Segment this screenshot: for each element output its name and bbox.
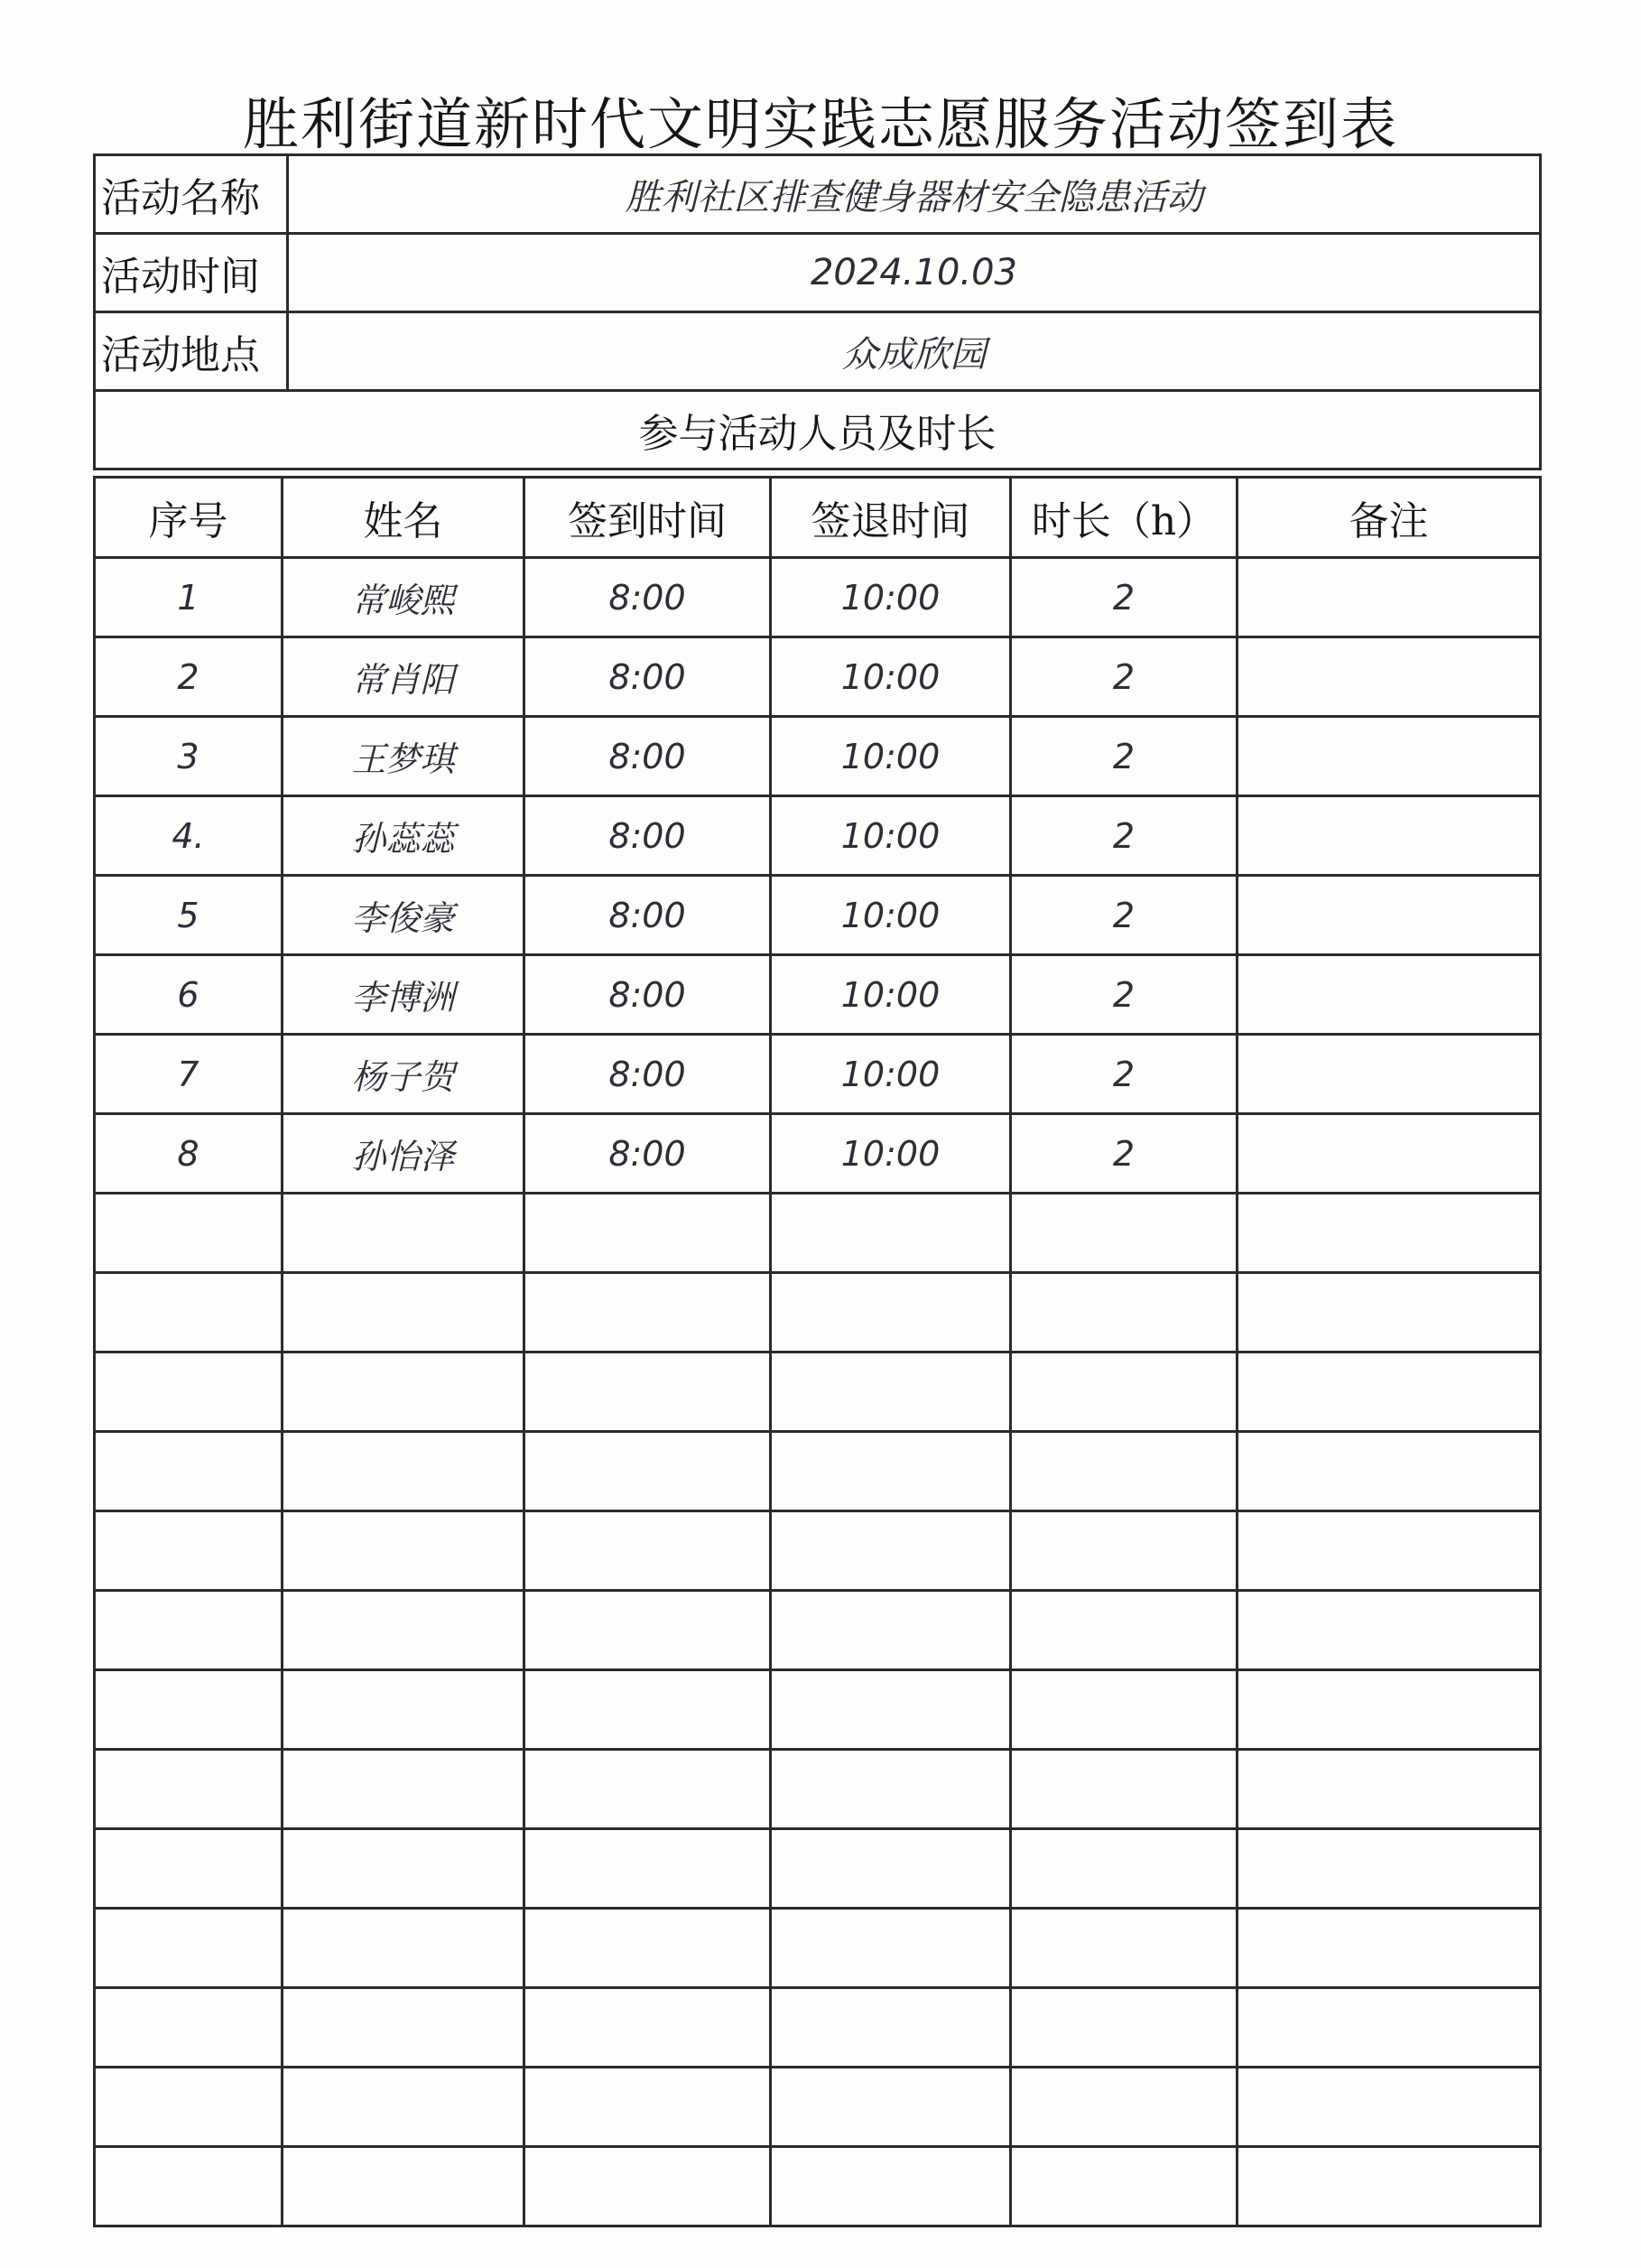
activity-time-value: 2024.10.03 xyxy=(288,234,1541,312)
cell-sign-out xyxy=(771,2068,1011,2147)
cell-sign-out: 10:00 xyxy=(771,796,1011,876)
cell-note xyxy=(1238,2147,1541,2226)
cell-sign-out xyxy=(771,2147,1011,2226)
table-row xyxy=(95,1988,1541,2068)
cell-sign-out: 10:00 xyxy=(771,637,1011,717)
cell-sign-out xyxy=(771,1829,1011,1909)
cell-duration xyxy=(1011,1909,1238,1988)
cell-name xyxy=(283,2068,524,2147)
cell-sign-in xyxy=(524,1511,771,1591)
cell-note xyxy=(1238,717,1541,796)
cell-sign-out: 10:00 xyxy=(771,1114,1011,1194)
cell-name xyxy=(283,1988,524,2068)
header-sign-in: 签到时间 xyxy=(524,478,771,558)
cell-seq xyxy=(95,1194,283,1273)
table-row xyxy=(95,1035,1541,1114)
cell-note xyxy=(1238,1591,1541,1670)
cell-name: 杨子贺 xyxy=(283,1035,524,1114)
cell-sign-in xyxy=(524,1829,771,1909)
cell-sign-in xyxy=(524,2147,771,2226)
cell-duration xyxy=(1011,1511,1238,1591)
table-row xyxy=(95,1273,1541,1352)
table-row xyxy=(95,1829,1541,1909)
table-row xyxy=(95,1750,1541,1829)
cell-note xyxy=(1238,1035,1541,1114)
cell-seq xyxy=(95,1829,283,1909)
cell-sign-in xyxy=(524,1591,771,1670)
cell-name xyxy=(283,2147,524,2226)
cell-name xyxy=(283,1909,524,1988)
cell-sign-in xyxy=(524,1432,771,1511)
activity-place-row xyxy=(95,312,1541,391)
cell-sign-out xyxy=(771,1750,1011,1829)
cell-sign-out: 10:00 xyxy=(771,955,1011,1035)
cell-sign-in: 8:00 xyxy=(524,955,771,1035)
cell-sign-in xyxy=(524,1750,771,1829)
table-row xyxy=(95,955,1541,1035)
table-row xyxy=(95,1352,1541,1432)
participants-section-row xyxy=(95,391,1541,469)
cell-name xyxy=(283,1511,524,1591)
table-row xyxy=(95,558,1541,637)
cell-note xyxy=(1238,1432,1541,1511)
cell-sign-in: 8:00 xyxy=(524,717,771,796)
cell-sign-in: 8:00 xyxy=(524,558,771,637)
cell-sign-in: 8:00 xyxy=(524,1035,771,1114)
cell-sign-in xyxy=(524,1352,771,1432)
cell-sign-out: 10:00 xyxy=(771,558,1011,637)
cell-sign-in xyxy=(524,1670,771,1750)
cell-name: 李俊豪 xyxy=(283,876,524,955)
cell-sign-in xyxy=(524,1273,771,1352)
cell-duration: 2 xyxy=(1011,1035,1238,1114)
cell-duration xyxy=(1011,1194,1238,1273)
cell-duration: 2 xyxy=(1011,1114,1238,1194)
cell-duration: 2 xyxy=(1011,876,1238,955)
cell-sign-out: 10:00 xyxy=(771,717,1011,796)
activity-name-row xyxy=(95,155,1541,234)
cell-duration xyxy=(1011,1829,1238,1909)
cell-sign-out xyxy=(771,1432,1011,1511)
cell-duration xyxy=(1011,2068,1238,2147)
table-row xyxy=(95,2147,1541,2226)
cell-seq xyxy=(95,1988,283,2068)
table-row xyxy=(95,1511,1541,1591)
cell-sign-out: 10:00 xyxy=(771,1035,1011,1114)
cell-sign-out xyxy=(771,1273,1011,1352)
cell-seq: 6 xyxy=(95,955,283,1035)
cell-note xyxy=(1238,1750,1541,1829)
cell-seq xyxy=(95,2147,283,2226)
cell-note xyxy=(1238,1114,1541,1194)
cell-duration: 2 xyxy=(1011,637,1238,717)
header-sign-out: 签退时间 xyxy=(771,478,1011,558)
cell-sign-in xyxy=(524,1194,771,1273)
cell-sign-in xyxy=(524,1909,771,1988)
table-row xyxy=(95,637,1541,717)
cell-note xyxy=(1238,637,1541,717)
cell-note xyxy=(1238,876,1541,955)
cell-duration xyxy=(1011,1432,1238,1511)
cell-name xyxy=(283,1829,524,1909)
cell-name xyxy=(283,1432,524,1511)
cell-duration xyxy=(1011,1670,1238,1750)
activity-name-label: 活动名称 xyxy=(95,155,288,234)
header-seq: 序号 xyxy=(95,478,283,558)
cell-seq: 1 xyxy=(95,558,283,637)
cell-name xyxy=(283,1750,524,1829)
cell-duration xyxy=(1011,2147,1238,2226)
cell-sign-in xyxy=(524,1988,771,2068)
cell-note xyxy=(1238,2068,1541,2147)
activity-info-table xyxy=(93,153,1542,470)
cell-sign-out xyxy=(771,1194,1011,1273)
cell-sign-out xyxy=(771,1988,1011,2068)
cell-duration: 2 xyxy=(1011,796,1238,876)
cell-name xyxy=(283,1194,524,1273)
cell-seq xyxy=(95,2068,283,2147)
table-row xyxy=(95,876,1541,955)
cell-sign-in xyxy=(524,2068,771,2147)
cell-name: 孙怡泽 xyxy=(283,1114,524,1194)
cell-note xyxy=(1238,558,1541,637)
cell-duration xyxy=(1011,1988,1238,2068)
cell-note xyxy=(1238,1194,1541,1273)
cell-name xyxy=(283,1352,524,1432)
cell-seq xyxy=(95,1591,283,1670)
cell-duration xyxy=(1011,1591,1238,1670)
cell-sign-in: 8:00 xyxy=(524,1114,771,1194)
activity-place-label: 活动地点 xyxy=(95,312,288,391)
table-row xyxy=(95,1432,1541,1511)
cell-note xyxy=(1238,1273,1541,1352)
cell-note xyxy=(1238,796,1541,876)
activity-time-label: 活动时间 xyxy=(95,234,288,312)
cell-sign-out xyxy=(771,1511,1011,1591)
cell-duration xyxy=(1011,1750,1238,1829)
cell-seq: 2 xyxy=(95,637,283,717)
cell-seq xyxy=(95,1352,283,1432)
cell-name: 王梦琪 xyxy=(283,717,524,796)
cell-seq xyxy=(95,1273,283,1352)
table-row xyxy=(95,1114,1541,1194)
cell-sign-in: 8:00 xyxy=(524,876,771,955)
cell-name: 常峻熙 xyxy=(283,558,524,637)
cell-seq xyxy=(95,1909,283,1988)
cell-duration xyxy=(1011,1352,1238,1432)
table-header-row xyxy=(95,478,1541,558)
cell-sign-in: 8:00 xyxy=(524,637,771,717)
cell-sign-out xyxy=(771,1909,1011,1988)
cell-seq: 4. xyxy=(95,796,283,876)
cell-sign-out xyxy=(771,1591,1011,1670)
cell-name: 李博洲 xyxy=(283,955,524,1035)
cell-sign-in: 8:00 xyxy=(524,796,771,876)
activity-place-value: 众成欣园 xyxy=(288,312,1541,391)
cell-seq: 3 xyxy=(95,717,283,796)
cell-note xyxy=(1238,1909,1541,1988)
cell-seq xyxy=(95,1670,283,1750)
table-row xyxy=(95,1909,1541,1988)
activity-name-value: 胜利社区排查健身器材安全隐患活动 xyxy=(288,155,1541,234)
cell-seq xyxy=(95,1750,283,1829)
cell-note xyxy=(1238,1670,1541,1750)
cell-duration xyxy=(1011,1273,1238,1352)
cell-sign-out: 10:00 xyxy=(771,876,1011,955)
table-row xyxy=(95,1591,1541,1670)
cell-note xyxy=(1238,1829,1541,1909)
header-name: 姓名 xyxy=(283,478,524,558)
cell-seq: 7 xyxy=(95,1035,283,1114)
table-row xyxy=(95,1670,1541,1750)
cell-note xyxy=(1238,955,1541,1035)
cell-seq: 5 xyxy=(95,876,283,955)
cell-name xyxy=(283,1273,524,1352)
table-row xyxy=(95,1194,1541,1273)
cell-sign-out xyxy=(771,1670,1011,1750)
cell-note xyxy=(1238,1511,1541,1591)
cell-seq xyxy=(95,1511,283,1591)
table-body xyxy=(95,558,1541,2226)
cell-name: 常肖阳 xyxy=(283,637,524,717)
cell-duration: 2 xyxy=(1011,717,1238,796)
table-row xyxy=(95,2068,1541,2147)
cell-note xyxy=(1238,1352,1541,1432)
header-note: 备注 xyxy=(1238,478,1541,558)
cell-name xyxy=(283,1670,524,1750)
cell-seq xyxy=(95,1432,283,1511)
cell-seq: 8 xyxy=(95,1114,283,1194)
cell-name xyxy=(283,1591,524,1670)
participants-section-title: 参与活动人员及时长 xyxy=(95,391,1541,469)
cell-duration: 2 xyxy=(1011,558,1238,637)
activity-time-row xyxy=(95,234,1541,312)
cell-name: 孙蕊蕊 xyxy=(283,796,524,876)
table-row xyxy=(95,717,1541,796)
participants-table xyxy=(93,476,1542,2227)
table-row xyxy=(95,796,1541,876)
cell-note xyxy=(1238,1988,1541,2068)
page-title: 胜利街道新时代文明实践志愿服务活动签到表 xyxy=(242,91,1398,157)
cell-sign-out xyxy=(771,1352,1011,1432)
cell-duration: 2 xyxy=(1011,955,1238,1035)
header-duration: 时长（h） xyxy=(1011,478,1238,558)
